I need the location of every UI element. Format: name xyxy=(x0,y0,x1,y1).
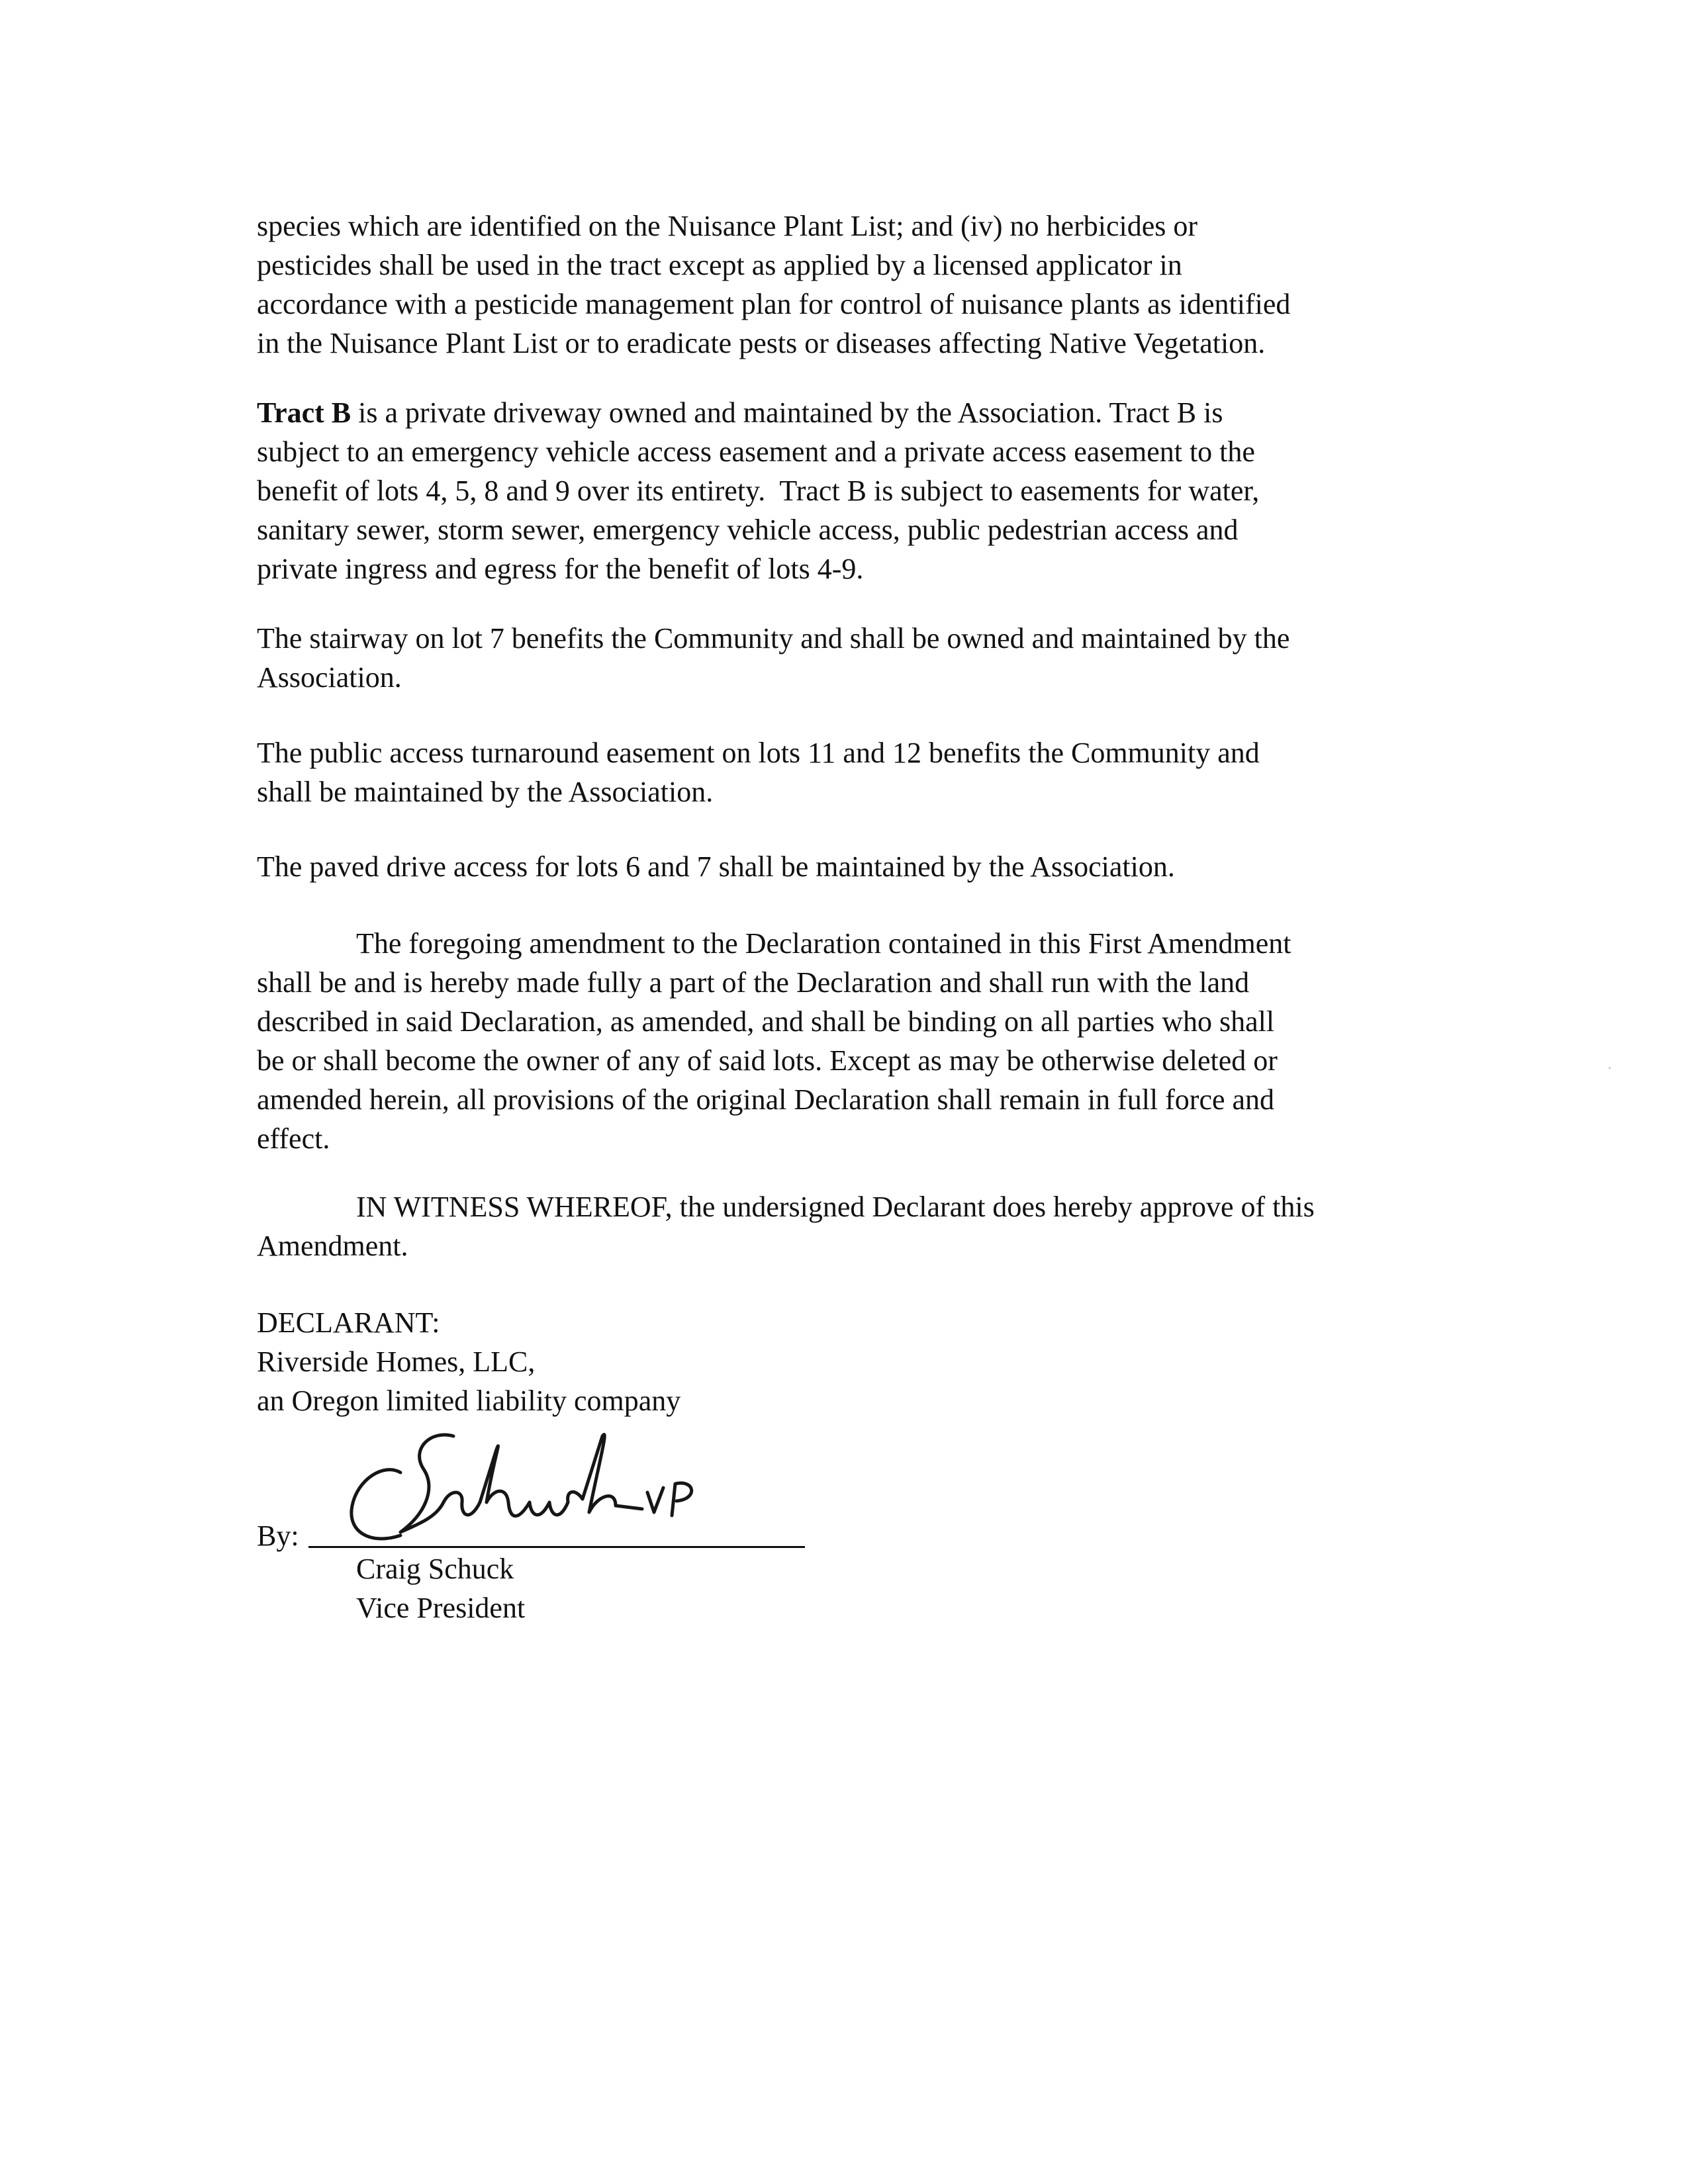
text-line: The public access turnaround easement on lots 11 and 12 benefits the Community and xyxy=(257,737,1260,769)
text-line: The foregoing amendment to the Declaration contained in this First Amendment xyxy=(356,927,1291,960)
text-line: species which are identified on the Nuisance Plant List; and (iv) no herbicides or xyxy=(257,210,1198,242)
text-segment: is a private driveway owned and maintained by the Association. Tract B is xyxy=(351,396,1223,429)
text-line: described in said Declaration, as amended, and shall be binding on all parties who shall xyxy=(257,1005,1275,1038)
tract-b-heading: Tract B xyxy=(257,396,352,429)
text-line: subject to an emergency vehicle access easement and a private access easement to the xyxy=(257,435,1255,468)
text-line: Association. xyxy=(257,661,402,694)
text-line: effect. xyxy=(257,1122,330,1155)
text-line: The stairway on lot 7 benefits the Community and shall be owned and maintained by the xyxy=(257,622,1290,655)
signer-block xyxy=(356,1549,1561,1627)
paragraph-stairway xyxy=(257,619,1462,697)
text-line: be or shall become the owner of any of said lots. Except as may be otherwise deleted or xyxy=(257,1044,1278,1077)
signer-title: Vice President xyxy=(356,1592,526,1624)
declarant-heading: DECLARANT: xyxy=(257,1306,440,1339)
text-line: amended herein, all provisions of the original Declaration shall remain in full force and xyxy=(257,1083,1275,1116)
handwritten-signature xyxy=(338,1423,708,1562)
text-line xyxy=(257,393,1462,432)
declarant-company-type: an Oregon limited liability company xyxy=(257,1385,681,1417)
text-line: pesticides shall be used in the tract except as applied by a licensed applicator in xyxy=(257,249,1182,281)
by-label: By: xyxy=(257,1520,299,1552)
paragraph-paved-drive xyxy=(257,847,1462,886)
text-line: IN WITNESS WHEREOF, the undersigned Declarant does hereby approve of this xyxy=(356,1191,1315,1223)
declarant-company: Riverside Homes, LLC, xyxy=(257,1345,536,1378)
text-line: private ingress and egress for the benefit of lots 4-9. xyxy=(257,553,864,585)
declarant-block xyxy=(257,1303,1462,1420)
text-line: shall be and is hereby made fully a part of the Declaration and shall run with the land xyxy=(257,966,1250,999)
signer-name: Craig Schuck xyxy=(356,1553,514,1585)
text-line: sanitary sewer, storm sewer, emergency vehicle access, public pedestrian access and xyxy=(257,514,1239,546)
text-line: shall be maintained by the Association. xyxy=(257,776,714,808)
text-line: accordance with a pesticide management plan for control of nuisance plants as identified xyxy=(257,288,1291,320)
text-line: Amendment. xyxy=(257,1230,408,1262)
paragraph-tract-b xyxy=(257,393,1462,588)
scan-speck xyxy=(1609,1067,1611,1069)
paragraph-amendment-effect xyxy=(257,924,1462,1158)
text-line: in the Nuisance Plant List or to eradicate pests or diseases affecting Native Vegetation. xyxy=(257,327,1266,359)
paragraph-turnaround-easement xyxy=(257,733,1462,811)
paragraph-nuisance-plants xyxy=(257,206,1462,363)
text-line: The paved drive access for lots 6 and 7 shall be maintained by the Association. xyxy=(257,850,1175,883)
text-line: benefit of lots 4, 5, 8 and 9 over its entirety. Tract B is subject to easements for water, xyxy=(257,475,1260,507)
signature-line xyxy=(308,1546,805,1548)
paragraph-in-witness xyxy=(257,1187,1462,1265)
